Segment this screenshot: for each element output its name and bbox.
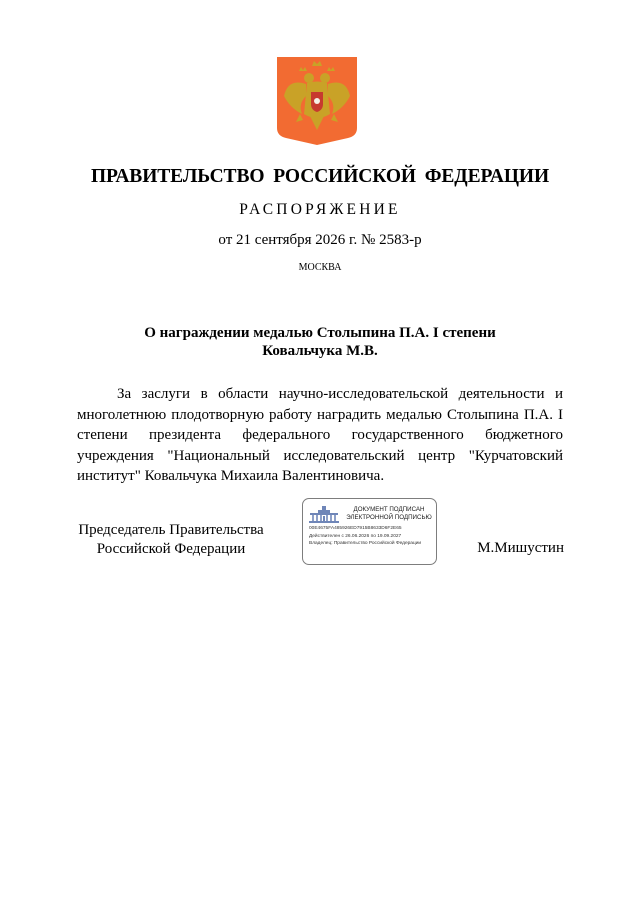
decree-text: За заслуги в области научно-исследовательской деятельности и многолетнюю плодотворную работу наградить медалью Столыпина П.А. I степени президента федерального государственного бюджетного учреждения "Национальный исследовательский центр "Курчатовский институт" Ковальчука Михаила Валентиновича. xyxy=(77,386,563,484)
document-type: РАСПОРЯЖЕНИЕ xyxy=(239,201,401,218)
esignature-validity: Действителен с 26.06.2026 по 19.09.2027 xyxy=(309,534,402,539)
esignature-heading-line-1: ДОКУМЕНТ ПОДПИСАН xyxy=(353,506,425,513)
signer-position-line-1: Председатель Правительства xyxy=(78,522,264,538)
signer-name: М.Мишустин xyxy=(477,540,564,556)
signer-position xyxy=(70,521,272,559)
government-building-icon xyxy=(309,505,339,523)
esignature-heading xyxy=(343,506,435,521)
document-date-number: от 21 сентября 2026 г. № 2583-р xyxy=(218,232,422,248)
signer-position-line-2: Российской Федерации xyxy=(96,541,246,557)
esignature-certificate: 00E4675FA485926ED7915B8633D6F2E65 xyxy=(309,526,402,531)
esignature-heading-line-2: ЭЛЕКТРОННОЙ ПОДПИСЬЮ xyxy=(346,513,432,521)
subject-line-2: Ковальчука М.В. xyxy=(262,343,378,359)
subject-line-1: О награждении медалью Столыпина П.А. I степени xyxy=(144,325,496,341)
coat-of-arms-icon xyxy=(276,56,358,146)
electronic-signature-stamp xyxy=(302,498,437,565)
document-city: МОСКВА xyxy=(298,262,342,273)
document-subject xyxy=(0,324,640,360)
government-title: ПРАВИТЕЛЬСТВО РОССИЙСКОЙ ФЕДЕРАЦИИ xyxy=(90,166,550,187)
esignature-owner: Владелец: Правительство Российской Федерации xyxy=(309,541,422,546)
